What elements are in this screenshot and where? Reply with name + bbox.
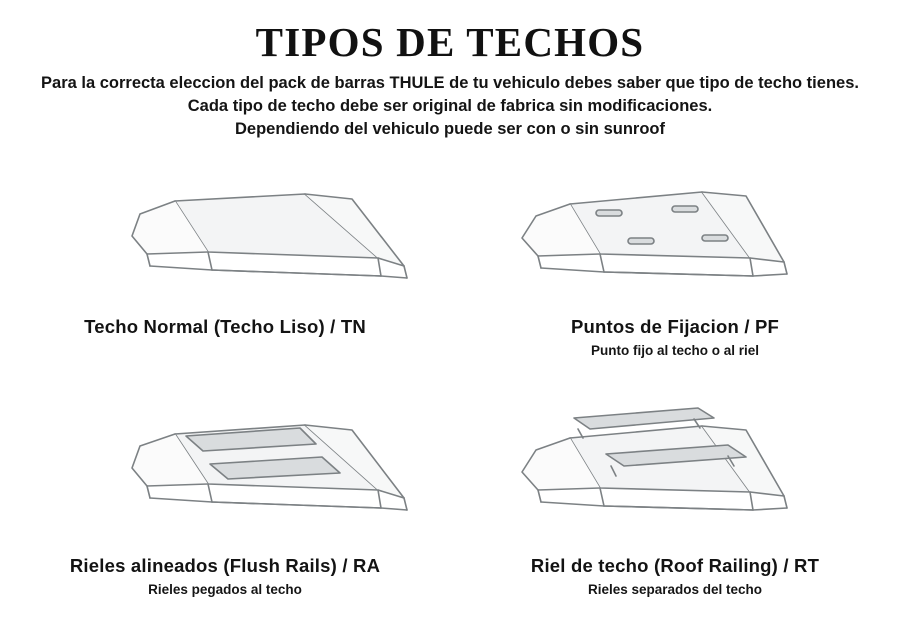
roof-type-label-ra: Rieles alineados (Flush Rails) / RA [69,555,381,576]
roof-type-sublabel-ra: Rieles pegados al techo [148,582,302,597]
roof-type-caption-rt [450,555,900,597]
roof-type-caption-pf [450,316,900,358]
roof-type-label-rt: Riel de techo (Roof Railing) / RT [530,555,820,576]
car-roof-flush-rails-icon [0,392,450,552]
roof-type-card-pf [450,166,900,392]
page-title: TIPOS DE TECHOS [255,19,645,65]
roof-type-caption-tn [0,316,450,343]
roof-type-label-pf: Puntos de Fijacion / PF [570,316,780,337]
roof-type-sublabel-rt: Rieles separados del techo [587,582,763,597]
car-roof-fixpoint-icon [450,166,900,318]
roof-type-caption-ra [0,555,450,597]
roof-type-label-tn: Techo Normal (Techo Liso) / TN [84,316,366,337]
car-roof-plain-icon [0,166,450,318]
roof-types-grid [0,166,900,618]
roof-type-card-tn [0,166,450,392]
intro-line-3: Dependiendo del vehiculo puede ser con o sin sunroof [235,120,665,138]
intro-text [20,72,880,141]
intro-line-2: Cada tipo de techo debe ser original de fabrica sin modificaciones. [187,97,713,115]
car-roof-railing-icon [450,392,900,552]
roof-type-card-rt [450,392,900,618]
roof-type-card-ra [0,392,450,618]
roof-type-sublabel-pf: Punto fijo al techo o al riel [590,343,760,358]
intro-line-1: Para la correcta eleccion del pack de barras THULE de tu vehiculo debes saber que tipo de techo tienes. [41,74,859,92]
roof-types-infographic [0,18,900,618]
